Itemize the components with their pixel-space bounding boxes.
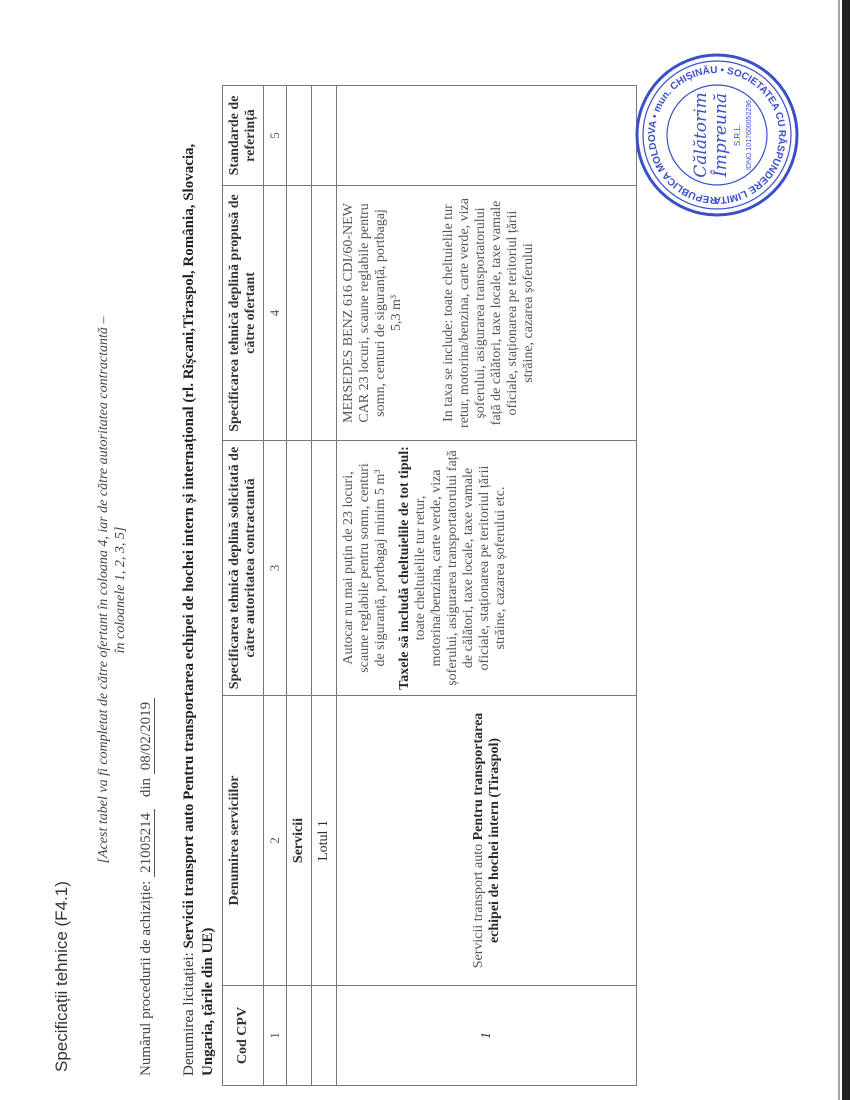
number-row: [264, 86, 287, 1086]
lot-label: Lotul 1: [312, 696, 337, 986]
svg-text:Călătorim: Călătorim: [691, 92, 711, 178]
required-spec: Autocar nu mai puțin de 23 locuri, scaune reglabile pentru somn, centuri de siguranță, portbagaj minim 5 m³: [341, 463, 388, 673]
company-stamp: [632, 50, 802, 220]
svg-text:IDNO 1017600052296: IDNO 1017600052296: [746, 99, 753, 171]
header-standards: Standarde de referință: [223, 86, 264, 186]
procedure-number: 21005214: [138, 809, 155, 877]
document-title: Specificații tehnice (F4.1): [52, 881, 71, 1072]
procedure-date-label: din: [138, 777, 154, 798]
col-number-1: 1: [264, 986, 287, 1086]
section-label: Servicii: [287, 696, 312, 986]
row-service-bold: Pentru transportarea echipei de hochei intern (Tiraspol): [470, 712, 502, 944]
header-required-spec: Specificarea tehnică deplină solicitată de către autoritatea contractantă: [223, 441, 264, 696]
required-taxes: toate cheltuielile tur retur, motorina/benzina, carte verde, viza șoferului, asigurarea transportatorului față de călători, taxe locale, taxe vamale oficiale, staționarea pe teritoriul țării străine, cazarea șoferului etc.: [413, 450, 508, 686]
licitatie-name: Servicii transport auto Pentru transportarea echipei de hochei intern și internațional (rl. Rîșcani,Tiraspol, România, Slovacia, Ungaria, țările din UE): [181, 143, 216, 1076]
row-cpv: 1: [337, 986, 637, 1086]
procedure-label: Numărul procedurii de achiziție:: [138, 880, 154, 1076]
row-service: [337, 696, 637, 986]
col-number-4: 4: [264, 186, 287, 441]
stamp-seal-icon: [632, 50, 802, 220]
col-number-3: 3: [264, 441, 287, 696]
offered-taxes: In taxa se include: toate cheltuielile tur retur, motorina/benzina, carte verde, viza șoferului, asigurarea transportatorului față de călători, taxe locale, taxe vamale oficiale, staționarea pe teritoriul țării străine, cazarea șoferului: [441, 198, 536, 428]
row-service-prefix: Servicii transport auto: [470, 843, 486, 969]
row-required: [337, 441, 637, 696]
col-number-2: 2: [264, 696, 287, 986]
procedure-line: [138, 698, 155, 1076]
row-standards: [337, 86, 637, 186]
lot-row: [312, 86, 337, 1086]
procedure-date: 08/02/2019: [138, 698, 155, 774]
svg-text:S.R.L.: S.R.L.: [733, 123, 742, 147]
header-row: [223, 86, 264, 1086]
instruction-note: [Acest tabel va fi completat de către ofertant în coloana 4, iar de către autoritatea contractantă – în coloanele 1, 2, 3, 5]: [96, 316, 128, 864]
header-cpv: Cod CPV: [223, 986, 264, 1086]
svg-text:Împreună: Împreună: [711, 93, 731, 177]
svg-text:REPUBLICA MOLDOVA • mun. CHIȘI: REPUBLICA MOLDOVA • mun. CHIȘINĂU • SOCIETATEA CU RĂSPUNDERE LIMITA: [646, 64, 788, 206]
spec-table: [222, 85, 637, 1086]
row-offered: [337, 186, 637, 441]
header-offered-spec: Specificarea tehnică deplină propusă de către ofertant: [223, 186, 264, 441]
header-services: Denumirea serviciilor: [223, 696, 264, 986]
licitatie-label: Denumirea licitației:: [181, 952, 197, 1076]
col-number-5: 5: [264, 86, 287, 186]
offered-spec: MERSEDES BENZ 616 CDI/60-NEW CAR 23 locuri, scaune reglabile pentru somn, centuri de siguranță, portbagaj 5,3 m³: [341, 203, 404, 423]
table-row: [337, 86, 637, 1086]
licitatie-line: [180, 126, 218, 1076]
section-row: [287, 86, 312, 1086]
required-taxes-title: Taxele să includă cheltuielile de tot tipul:: [397, 446, 412, 690]
